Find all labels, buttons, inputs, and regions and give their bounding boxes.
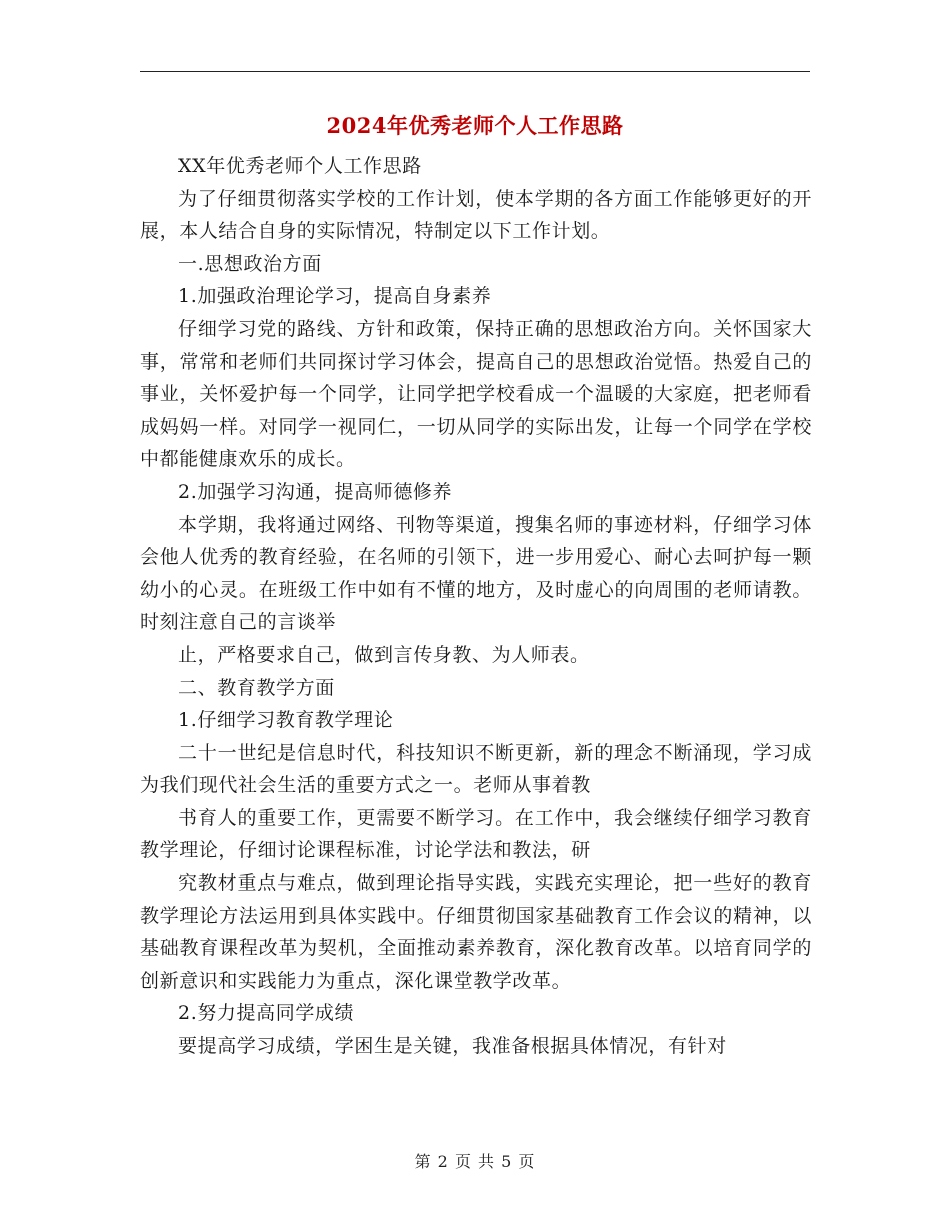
subsection-heading-1-2: 2.加强学习沟通，提高师德修养: [178, 480, 453, 503]
subtitle-paragraph: XX年优秀老师个人工作思路: [178, 155, 422, 177]
header-rule: [140, 71, 810, 72]
body-paragraph: 要提高学习成绩，学困生是关键，我准备根据具体情况，有针对: [178, 1035, 727, 1058]
page-number: 第 2 页 共 5 页: [414, 1152, 536, 1171]
body-paragraph: 本学期，我将通过网络、刊物等渠道，搜集名师的事迹材料，仔细学习体会他人优秀的教育经验，在名师的引领下，进一步用爱心、耐心去呵护每一颗幼小的心灵。在班级工作中如有不懂的地方，及时虚心的向周围的老师请教。时刻注意自己的言谈举: [140, 513, 812, 634]
document-title: 2024年优秀老师个人工作思路: [326, 113, 624, 138]
body-paragraph: 究教材重点与难点，做到理论指导实践，实践充实理论，把一些好的教育教学理论方法运用到具体实践中。仔细贯彻国家基础教育工作会议的精神，以基础教育课程改革为契机，全面推动素养教育，深化教育改革。以培育同学的创新意识和实践能力为重点，深化课堂教学改革。: [140, 872, 812, 992]
subsection-heading-2-2: 2.努力提高同学成绩: [178, 1002, 355, 1025]
subsection-heading-2-1: 1.仔细学习教育教学理论: [178, 709, 394, 732]
section-heading-1: 一.思想政治方面: [178, 252, 322, 275]
body-paragraph: 止，严格要求自己，做到言传身教、为人师表。: [178, 643, 590, 666]
intro-paragraph: 为了仔细贯彻落实学校的工作计划，使本学期的各方面工作能够更好的开展，本人结合自身的实际情况，特制定以下工作计划。: [140, 187, 812, 243]
body-paragraph: 仔细学习党的路线、方针和政策，保持正确的思想政治方向。关怀国家大事，常常和老师们共同探讨学习体会，提高自己的思想政治觉悟。热爱自己的事业，关怀爱护每一个同学，让同学把学校看成一个温暖的大家庭，把老师看成妈妈一样。对同学一视同仁，一切从同学的实际出发，让每一个同学在学校中都能健康欢乐的成长。: [140, 317, 812, 471]
document-body: [140, 150, 812, 1063]
subsection-heading-1-1: 1.加强政治理论学习，提高自身素养: [178, 285, 492, 308]
section-heading-2: 二、教育教学方面: [178, 676, 335, 699]
body-paragraph: 书育人的重要工作，更需要不断学习。在工作中，我会继续仔细学习教育教学理论，仔细讨论课程标准，讨论学法和教法，研: [140, 806, 812, 862]
body-paragraph: 二十一世纪是信息时代，科技知识不断更新，新的理念不断涌现，学习成为我们现代社会生活的重要方式之一。老师从事着教: [140, 741, 812, 797]
